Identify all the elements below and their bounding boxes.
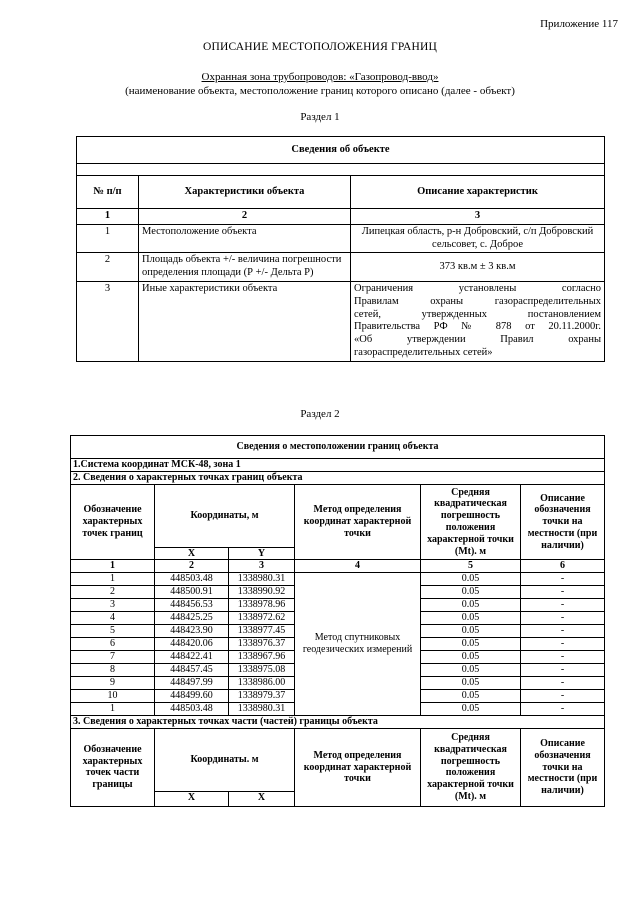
point-accuracy: 0.05 <box>421 586 521 599</box>
point-description: - <box>521 651 605 664</box>
header-method: Метод определения координат характерной точки <box>295 728 421 806</box>
object-info-table <box>76 136 605 362</box>
point-y: 1338977.45 <box>229 625 295 638</box>
column-number: 1 <box>71 560 155 573</box>
value-line: Правительства РФ № 878 от 20.11.2000г. <box>354 321 602 333</box>
header-coords: Координаты. м <box>155 728 295 791</box>
point-x: 448497.99 <box>155 677 229 690</box>
object-name <box>0 71 640 84</box>
point-x: 448422.41 <box>155 651 229 664</box>
object-info-table-title: Сведения об объекте <box>77 137 605 164</box>
point-accuracy: 0.05 <box>421 703 521 716</box>
object-name-text: Охранная зона трубопроводов: «Газопровод-ввод» <box>201 71 439 83</box>
point-number: 1 <box>71 573 155 586</box>
header-description: Описание обозначения точки на местности (при наличии) <box>521 728 605 806</box>
row-characteristic: Иные характеристики объекта <box>139 281 351 361</box>
point-accuracy: 0.05 <box>421 599 521 612</box>
column-number: 6 <box>521 560 605 573</box>
value-line: Ограничения установлены согласно <box>354 282 602 294</box>
column-number: 2 <box>155 560 229 573</box>
point-accuracy: 0.05 <box>421 651 521 664</box>
point-method: Метод спутниковых геодезических измерений <box>295 573 421 716</box>
point-row <box>71 573 605 586</box>
point-x: 448503.48 <box>155 573 229 586</box>
point-number: 8 <box>71 664 155 677</box>
point-description: - <box>521 625 605 638</box>
header-method: Метод определения координат характерной точки <box>295 484 421 560</box>
point-x: 448499.60 <box>155 690 229 703</box>
point-description: - <box>521 664 605 677</box>
header-number: № п/п <box>77 176 139 209</box>
header-point: Обозначение характерных точек границ <box>71 484 155 560</box>
value-line: «Об утверждении Правил охраны <box>354 334 602 346</box>
header-x: X <box>155 547 229 560</box>
section2-title: Раздел 2 <box>300 408 340 420</box>
row-characteristic: Местоположение объекта <box>139 224 351 253</box>
header-point: Обозначение характерных точек части границы <box>71 728 155 806</box>
value-line: сетей, утвержденных постановлением <box>354 308 602 320</box>
point-description: - <box>521 599 605 612</box>
point-number: 7 <box>71 651 155 664</box>
row-value: 373 кв.м ± 3 кв.м <box>351 253 605 282</box>
object-note: (наименование объекта, местоположение границ которого описано (далее - объект) <box>125 85 515 97</box>
row-characteristic: Площадь объекта +/- величина погрешности определения площади (Р +/- Дельта Р) <box>139 253 351 282</box>
row-number: 2 <box>77 253 139 282</box>
header-accuracy: Средняя квадратическая погрешность положения характерной точки (Mt). м <box>421 484 521 560</box>
point-number: 10 <box>71 690 155 703</box>
point-number: 5 <box>71 625 155 638</box>
boundary-table <box>70 435 605 807</box>
boundary-table-title: Сведения о местоположении границ объекта <box>71 436 605 459</box>
header-y: X <box>229 791 295 806</box>
row-number: 3 <box>77 281 139 361</box>
column-number: 5 <box>421 560 521 573</box>
point-accuracy: 0.05 <box>421 573 521 586</box>
point-accuracy: 0.05 <box>421 690 521 703</box>
points-body <box>71 573 605 716</box>
point-y: 1338972.62 <box>229 612 295 625</box>
point-x: 448420.06 <box>155 638 229 651</box>
column-number: 1 <box>77 209 139 225</box>
point-x: 448500.91 <box>155 586 229 599</box>
header-y: Y <box>229 547 295 560</box>
point-accuracy: 0.05 <box>421 612 521 625</box>
column-number: 2 <box>139 209 351 225</box>
header-description: Описание обозначения точки на местности (при наличии) <box>521 484 605 560</box>
row-number: 1 <box>77 224 139 253</box>
point-y: 1338986.00 <box>229 677 295 690</box>
point-x: 448503.48 <box>155 703 229 716</box>
row-value: Липецкая область, р-н Добровский, с/п Добровский сельсовет, с. Доброе <box>351 224 605 253</box>
row-value-other <box>351 281 605 361</box>
point-accuracy: 0.05 <box>421 677 521 690</box>
value-line: газораспределительных сетей» <box>354 346 493 358</box>
point-x: 448456.53 <box>155 599 229 612</box>
header-accuracy: Средняя квадратическая погрешность положения характерной точки (Mt). м <box>421 728 521 806</box>
column-number: 3 <box>229 560 295 573</box>
header-description: Описание характеристик <box>351 176 605 209</box>
point-y: 1338978.96 <box>229 599 295 612</box>
value-line: Правилам охраны газораспределительных <box>354 295 602 307</box>
point-number: 3 <box>71 599 155 612</box>
point-y: 1338980.31 <box>229 703 295 716</box>
column-number: 4 <box>295 560 421 573</box>
points-subtitle: 2. Сведения о характерных точках границ объекта <box>71 471 605 484</box>
coordinate-system: 1.Система координат МСК-48, зона 1 <box>71 459 605 472</box>
point-description: - <box>521 690 605 703</box>
point-y: 1338976.37 <box>229 638 295 651</box>
point-y: 1338990.92 <box>229 586 295 599</box>
point-description: - <box>521 677 605 690</box>
point-x: 448457.45 <box>155 664 229 677</box>
point-y: 1338967.96 <box>229 651 295 664</box>
point-accuracy: 0.05 <box>421 664 521 677</box>
part-points-subtitle: 3. Сведения о характерных точках части (частей) границы объекта <box>71 716 605 729</box>
appendix-number: Приложение 117 <box>540 18 618 30</box>
point-accuracy: 0.05 <box>421 638 521 651</box>
spacer-row <box>77 164 605 176</box>
point-number: 1 <box>71 703 155 716</box>
point-number: 2 <box>71 586 155 599</box>
header-x: X <box>155 791 229 806</box>
point-y: 1338975.08 <box>229 664 295 677</box>
point-description: - <box>521 612 605 625</box>
point-number: 6 <box>71 638 155 651</box>
header-coords: Координаты, м <box>155 484 295 547</box>
point-y: 1338980.31 <box>229 573 295 586</box>
point-x: 448423.90 <box>155 625 229 638</box>
document-title: ОПИСАНИЕ МЕСТОПОЛОЖЕНИЯ ГРАНИЦ <box>202 41 438 53</box>
section1-title: Раздел 1 <box>300 111 340 123</box>
point-accuracy: 0.05 <box>421 625 521 638</box>
column-number: 3 <box>351 209 605 225</box>
point-description: - <box>521 638 605 651</box>
point-description: - <box>521 573 605 586</box>
point-number: 9 <box>71 677 155 690</box>
header-characteristic: Характеристики объекта <box>139 176 351 209</box>
point-description: - <box>521 586 605 599</box>
point-description: - <box>521 703 605 716</box>
point-number: 4 <box>71 612 155 625</box>
point-y: 1338979.37 <box>229 690 295 703</box>
point-x: 448425.25 <box>155 612 229 625</box>
